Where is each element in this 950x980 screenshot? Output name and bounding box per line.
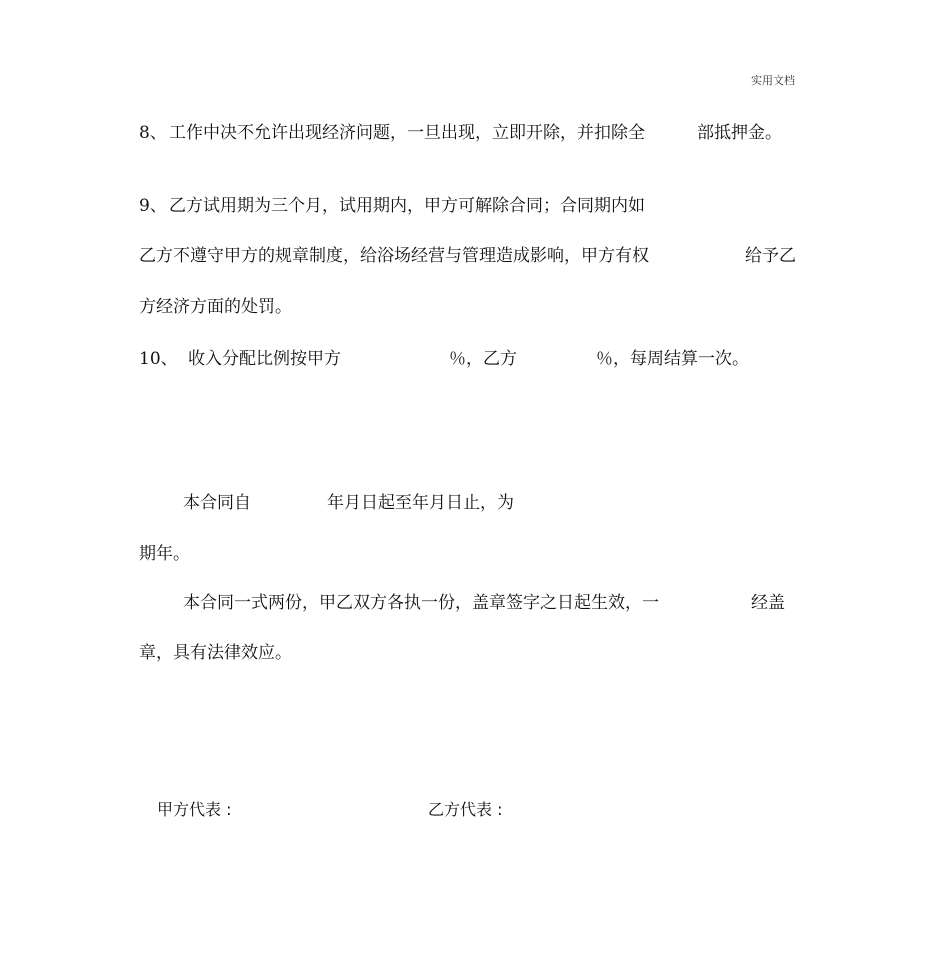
copies-line-1: 本合同一式两份，甲乙双方各执一份，盖章签字之日起生效，一 bbox=[183, 593, 659, 613]
clause-10-number: 10、 bbox=[139, 349, 178, 369]
clause-10-pct-party-a: ％，乙方 bbox=[449, 349, 517, 369]
clause-9-number: 9、 bbox=[139, 196, 167, 216]
term-line-1-end: 年月日起至年月日止，为 bbox=[327, 493, 514, 513]
clause-9-line-1: 乙方试用期为三个月，试用期内，甲方可解除合同；合同期内如 bbox=[169, 196, 645, 216]
clause-8-number: 8、 bbox=[139, 123, 167, 143]
term-line-2: 期年。 bbox=[139, 544, 190, 564]
clause-10-pct-party-b: ％，每周结算一次。 bbox=[596, 349, 749, 369]
clause-8-text: 工作中决不允许出现经济问题，一旦出现，立即开除，并扣除全 bbox=[169, 123, 645, 143]
copies-line-2: 章，具有法律效应。 bbox=[139, 643, 292, 663]
clause-10-text: 收入分配比例按甲方 bbox=[188, 349, 341, 369]
party-a-representative-label: 甲方代表 : bbox=[157, 800, 232, 819]
party-b-representative-label: 乙方代表 : bbox=[428, 800, 503, 819]
clause-9-line-2-end: 给予乙 bbox=[745, 246, 796, 266]
term-line-1-start: 本合同自 bbox=[183, 493, 251, 513]
copies-line-1-end: 经盖 bbox=[751, 593, 785, 613]
header-note: 实用文档 bbox=[751, 74, 795, 87]
clause-8-text-end: 部抵押金。 bbox=[697, 123, 782, 143]
clause-9-line-2: 乙方不遵守甲方的规章制度，给浴场经营与管理造成影响，甲方有权 bbox=[139, 246, 649, 266]
clause-9-line-3: 方经济方面的处罚。 bbox=[139, 297, 292, 317]
